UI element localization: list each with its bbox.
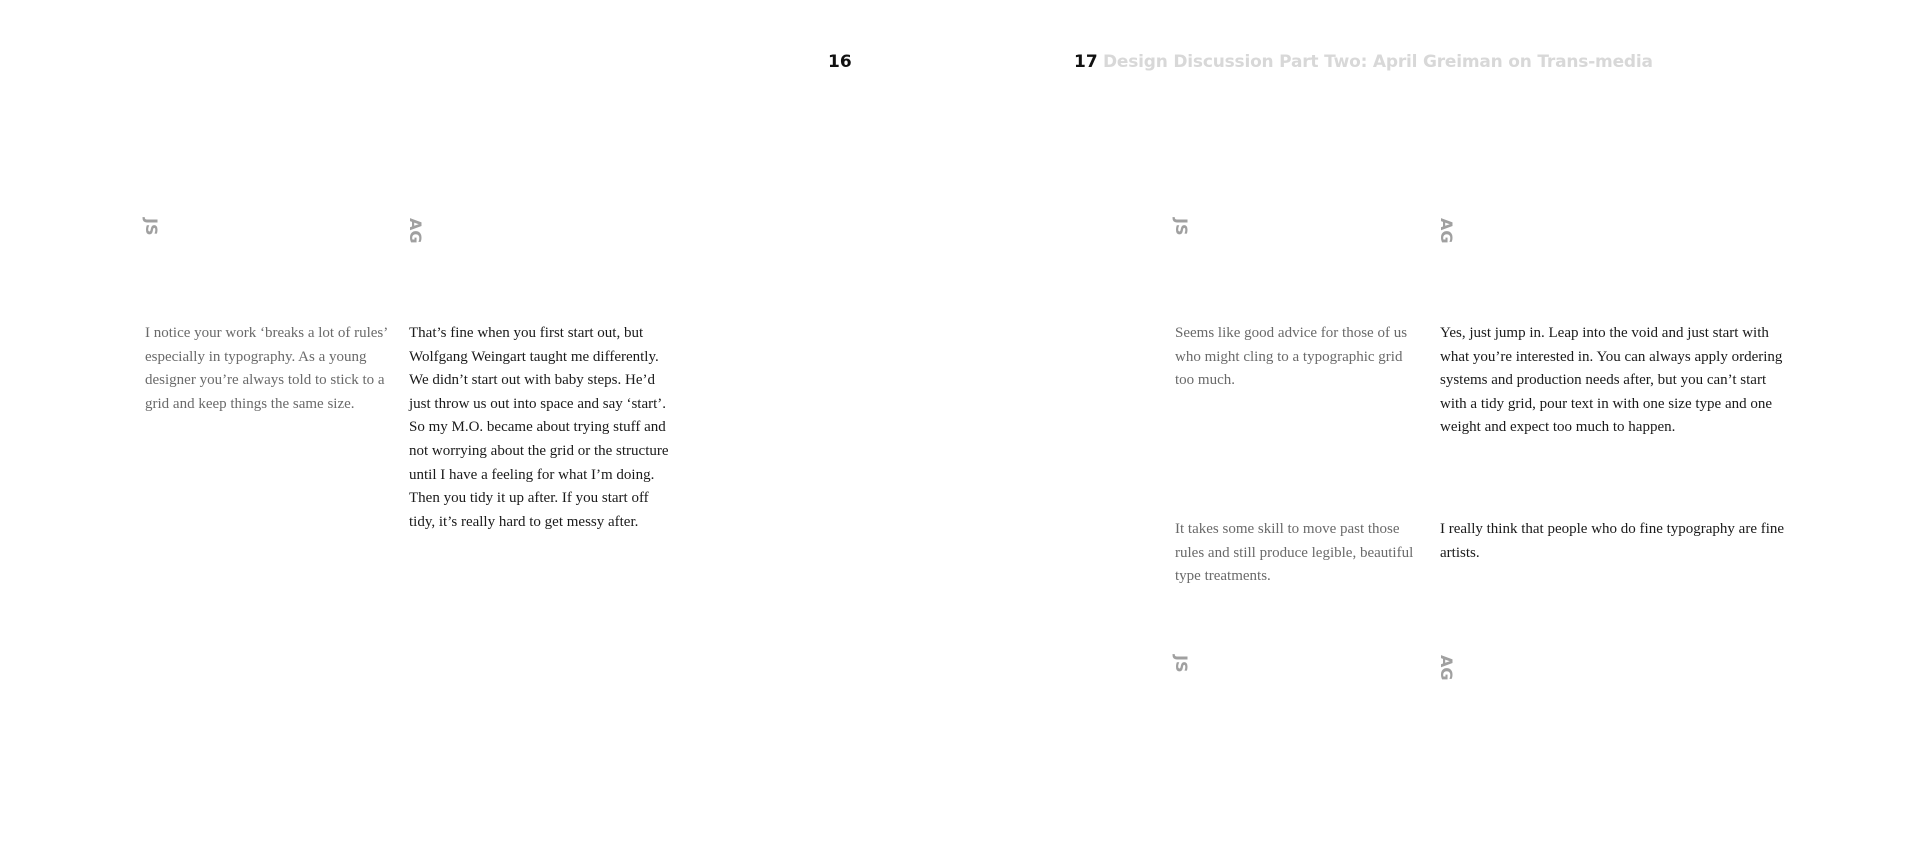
question-paragraph: I notice your work ‘breaks a lot of rules’ especially in typography. As a young designer you’re always told to stick to a grid and keep things the same size.: [145, 325, 388, 412]
speaker-label-js: JS: [1172, 218, 1191, 236]
running-title: Design Discussion Part Two: April Greiman on Trans-media: [1103, 52, 1653, 72]
question-paragraph: It takes some skill to move past those rules and still produce legible, beautiful type treatments.: [1175, 521, 1414, 585]
speaker-label-js: JS: [1172, 655, 1191, 673]
page-number-left: 16: [828, 52, 852, 72]
speaker-label-ag: AG: [406, 218, 425, 244]
answer-paragraph: Yes, just jump in. Leap into the void and just start with what you’re interested in. You can always apply ordering systems and production needs after, but you can’t start with a tidy grid, pour text in with one size type and one weight and expect too much to happen.: [1440, 325, 1783, 436]
answer-paragraph: I really think that people who do fine typography are fine artists.: [1440, 521, 1785, 561]
speaker-label-ag: AG: [1437, 655, 1456, 681]
answer-paragraph: That’s fine when you first start out, but Wolfgang Weingart taught me differently. We didn’t start out with baby steps. He’d just throw us out into space and say ‘start’. So my M.O. became about trying stuff and not worrying about the grid or the structure until I have a feeling for what I’m doing. Then you tidy it up after. If you start off tidy, it’s really hard to get messy after.: [409, 325, 669, 530]
speaker-label-ag: AG: [1437, 218, 1456, 244]
page-number-right: 17: [1074, 52, 1098, 72]
question-paragraph: Seems like good advice for those of us who might cling to a typographic grid too much.: [1175, 325, 1408, 389]
speaker-label-js: JS: [142, 218, 161, 236]
